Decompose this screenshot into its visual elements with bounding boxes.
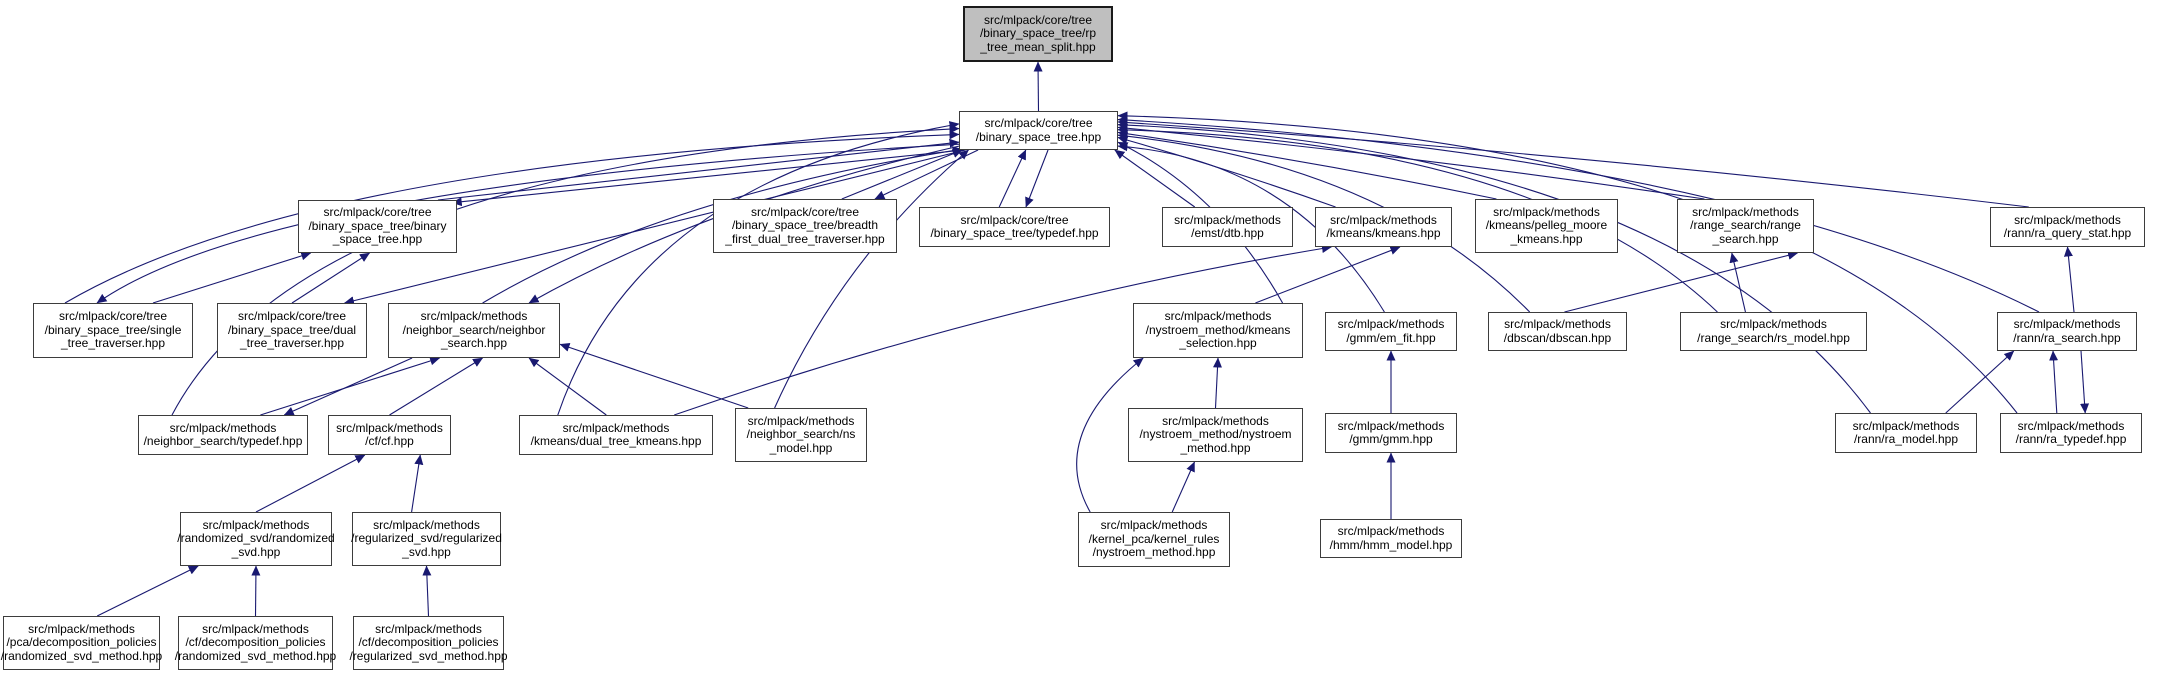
edge-regularized-svd-to-cf	[412, 455, 421, 512]
node-label-line: _tree_traverser.hpp	[239, 336, 345, 351]
node-label-line: src/mlpack/methods	[2013, 317, 2121, 331]
graph-node-ns-typedef[interactable]	[138, 415, 308, 455]
node-label-line: /kmeans/pelleg_moore	[1485, 218, 1608, 233]
node-label-line: src/mlpack/methods	[373, 517, 480, 532]
node-label-line: src/mlpack/methods	[375, 621, 482, 636]
node-label-line: _space_tree.hpp	[332, 232, 423, 247]
edge-kernel-rules-to-nystroem-method	[1172, 462, 1194, 512]
node-label-line: /emst/dtb.hpp	[1191, 226, 1264, 240]
graph-node-cf[interactable]	[328, 415, 451, 455]
node-label-line: /regularized_svd_method.hpp	[349, 648, 508, 663]
edge-binary-space-tree-to-bst-typedef	[1026, 150, 1048, 207]
graph-node-pelleg-moore[interactable]	[1475, 199, 1618, 253]
graph-node-hmm-model[interactable]	[1320, 519, 1462, 558]
node-label-line: /rann/ra_search.hpp	[2013, 330, 2121, 345]
node-label-line: src/mlpack/methods	[1720, 317, 1827, 331]
node-label-line: /gmm/em_fit.hpp	[1346, 330, 1436, 345]
node-label-line: _svd.hpp	[402, 544, 451, 559]
graph-node-regularized-svd[interactable]	[352, 512, 501, 566]
node-label-line: /hmm/hmm_model.hpp	[1329, 537, 1453, 552]
node-label-line: /kernel_pca/kernel_rules	[1088, 531, 1220, 546]
node-label-line: /kmeans/dual_tree_kmeans.hpp	[530, 434, 702, 448]
node-label-line: _svd.hpp	[231, 544, 281, 559]
graph-node-kernel-rules[interactable]	[1078, 512, 1230, 567]
graph-node-binary-space-tree[interactable]	[959, 111, 1118, 150]
node-label-line: /binary_space_tree/dual	[227, 322, 357, 337]
edge-pca-randomized-to-randomized-svd	[97, 566, 198, 616]
edge-bst-typedef-to-binary-space-tree	[999, 150, 1026, 207]
graph-node-dbscan[interactable]	[1488, 312, 1627, 351]
graph-node-bst-typedef[interactable]	[919, 207, 1110, 247]
graph-node-dual-tree[interactable]	[217, 303, 367, 358]
node-label-line: /cf/decomposition_policies	[358, 635, 499, 650]
node-label-line: src/mlpack/core/tree	[983, 12, 1093, 27]
node-label-line: /nystroem_method/nystroem	[1139, 427, 1292, 442]
node-label-line: /binary_space_tree/binary	[308, 218, 447, 233]
edge-randomized-svd-to-cf	[256, 455, 365, 512]
edge-breadth-first-to-binary-space-tree	[842, 150, 962, 199]
node-label-line: _tree_traverser.hpp	[60, 336, 166, 351]
node-label-line: src/mlpack/core/tree	[323, 205, 432, 220]
edge-dbscan-to-range-search	[1564, 253, 1797, 312]
edge-neighbor-search-to-ns-typedef	[284, 358, 412, 415]
node-label-line: src/mlpack/methods	[169, 420, 277, 435]
graph-node-neighbor-search[interactable]	[388, 303, 560, 358]
graph-node-rs-model[interactable]	[1680, 312, 1867, 351]
node-label-line: src/mlpack/methods	[202, 517, 310, 532]
graph-node-single-tree[interactable]	[33, 303, 193, 358]
node-label-line: /neighbor_search/ns	[746, 427, 856, 442]
edge-ra-typedef-to-ra-search	[2053, 351, 2057, 413]
node-label-line: _model.hpp	[769, 440, 833, 455]
node-label-line: /dbscan/dbscan.hpp	[1503, 330, 1612, 345]
node-label-line: src/mlpack/core/tree	[237, 309, 347, 324]
graph-node-pca-randomized[interactable]	[0, 616, 163, 670]
graph-node-cf-randomized[interactable]	[174, 616, 337, 670]
edge-kmeans-to-binary-space-tree	[1118, 138, 1336, 207]
edge-dual-tree-kmeans-to-neighbor-search	[529, 358, 606, 415]
edge-ra-typedef-to-binary-space-tree	[1118, 116, 2017, 413]
node-label-line: /nystroem_method/kmeans	[1145, 322, 1291, 337]
node-label-line: src/mlpack/methods	[1337, 418, 1445, 433]
edge-dtb-to-binary-space-tree	[1115, 150, 1195, 207]
node-label-line: /binary_space_tree/typedef.hpp	[930, 226, 1099, 240]
node-label-line: /randomized_svd_method.hpp	[174, 648, 337, 663]
node-label-line: src/mlpack/methods	[1504, 317, 1611, 331]
graph-node-gmm[interactable]	[1325, 413, 1457, 453]
edge-ra-search-to-ra-typedef	[2081, 351, 2085, 413]
node-label-line: /range_search/range	[1690, 218, 1801, 233]
node-label-line: src/mlpack/methods	[1337, 524, 1445, 538]
node-label-line: /randomized_svd/randomized	[177, 531, 335, 546]
node-label-line: /rann/ra_query_stat.hpp	[2003, 226, 2132, 240]
graph-node-kmeans[interactable]	[1315, 207, 1452, 247]
graph-node-dtb[interactable]	[1162, 207, 1293, 247]
graph-node-dual-tree-kmeans[interactable]	[519, 415, 713, 455]
node-label-line: src/mlpack/methods	[1100, 518, 1208, 533]
node-label-line: _selection.hpp	[1179, 336, 1257, 351]
graph-node-breadth-first[interactable]	[713, 199, 897, 253]
node-label-line: _search.hpp	[1712, 231, 1779, 246]
node-label-line: src/mlpack/methods	[1337, 317, 1445, 331]
edge-ra-model-to-binary-space-tree	[1118, 125, 1871, 413]
graph-node-nystroem-method[interactable]	[1128, 408, 1303, 462]
node-label-line: src/mlpack/methods	[28, 621, 135, 636]
graph-node-range-search[interactable]	[1677, 199, 1814, 253]
edge-ra-model-to-ra-search	[1946, 351, 2014, 413]
graph-node-cf-regularized[interactable]	[349, 616, 508, 670]
edge-ns-typedef-to-neighbor-search	[260, 358, 439, 415]
graph-node-ra-model[interactable]	[1835, 413, 1977, 453]
node-label-line: src/mlpack/methods	[1164, 309, 1272, 324]
node-label-line: /rann/ra_typedef.hpp	[2015, 432, 2127, 446]
node-label-line: src/mlpack/core/tree	[984, 116, 1093, 130]
node-label-line: src/mlpack/methods	[1162, 413, 1269, 428]
node-label-line: src/mlpack/methods	[2017, 418, 2125, 433]
node-label-line: /rann/ra_model.hpp	[1853, 432, 1959, 446]
node-label-line: src/mlpack/methods	[2014, 212, 2121, 227]
node-label-line: /cf/cf.hpp	[365, 434, 414, 448]
edge-ra-search-to-ra-query-stat	[2068, 247, 2075, 312]
graph-node-ra-typedef[interactable]	[2000, 413, 2142, 453]
edge-single-tree-to-bst-binary-space-tree	[153, 253, 311, 303]
node-label-line: /binary_space_tree/rp	[979, 26, 1097, 41]
node-label-line: /gmm/gmm.hpp	[1349, 432, 1433, 446]
node-label-line: src/mlpack/methods	[336, 420, 443, 435]
node-label-line: src/mlpack/core/tree	[960, 212, 1069, 227]
node-label-line: /pca/decomposition_policies	[6, 635, 157, 650]
node-label-line: /binary_space_tree/single	[44, 322, 182, 337]
node-label-line: /range_search/rs_model.hpp	[1697, 330, 1850, 345]
node-label-line: _method.hpp	[1180, 440, 1251, 455]
node-label-line: _first_dual_tree_traverser.hpp	[725, 231, 885, 246]
graph-node-ra-query-stat[interactable]	[1990, 207, 2145, 247]
node-label-line: src/mlpack/methods	[1852, 418, 1960, 433]
node-label-line: _kmeans.hpp	[1510, 231, 1583, 246]
node-label-line: /neighbor_search/typedef.hpp	[143, 434, 303, 448]
edge-binary-space-tree-to-rp-tree-mean-split	[1038, 62, 1039, 111]
edge-ns-model-to-neighbor-search	[560, 344, 748, 408]
node-label-line: src/mlpack/methods	[562, 420, 670, 435]
node-label-line: src/mlpack/methods	[420, 309, 528, 324]
graph-node-randomized-svd[interactable]	[177, 512, 335, 566]
node-label-line: /randomized_svd_method.hpp	[0, 648, 163, 663]
node-label-line: src/mlpack/methods	[1330, 212, 1437, 227]
node-label-line: src/mlpack/methods	[1493, 204, 1600, 219]
node-label-line: /cf/decomposition_policies	[185, 635, 326, 650]
node-label-line: /neighbor_search/neighbor	[402, 322, 546, 337]
graph-node-bst-binary-space-tree[interactable]	[298, 200, 457, 253]
edge-cf-to-neighbor-search	[390, 358, 483, 415]
node-label-line: /binary_space_tree/breadth	[731, 218, 879, 233]
node-label-line: /regularized_svd/regularized	[351, 531, 502, 546]
node-label-line: src/mlpack/methods	[1174, 212, 1281, 227]
node-label-line: _search.hpp	[440, 336, 508, 351]
graph-node-em-fit[interactable]	[1325, 312, 1457, 351]
graph-node-ra-search[interactable]	[1997, 312, 2137, 351]
edge-nystroem-method-to-kmeans-selection	[1216, 358, 1219, 408]
edge-cf-randomized-to-randomized-svd	[256, 566, 257, 616]
edge-dual-tree-to-bst-binary-space-tree	[292, 253, 370, 303]
edge-rs-model-to-range-search	[1732, 253, 1746, 312]
node-label-line: /binary_space_tree.hpp	[975, 129, 1102, 144]
node-label-line: src/mlpack/core/tree	[750, 204, 860, 219]
edge-kmeans-selection-to-kmeans	[1255, 247, 1400, 303]
node-label-line: /nystroem_method.hpp	[1092, 545, 1216, 560]
edge-binary-space-tree-to-bst-binary-space-tree	[452, 150, 964, 203]
graph-node-rp-tree-mean-split	[963, 6, 1113, 62]
graph-node-kmeans-selection[interactable]	[1133, 303, 1303, 358]
node-label-line: src/mlpack/methods	[202, 621, 309, 636]
node-label-line: src/mlpack/core/tree	[58, 309, 168, 324]
node-label-line: src/mlpack/methods	[1692, 204, 1799, 219]
edge-ns-model-to-binary-space-tree	[775, 150, 969, 408]
node-label-line: _tree_mean_split.hpp	[980, 39, 1096, 54]
graph-node-ns-model[interactable]	[735, 408, 867, 462]
node-label-line: src/mlpack/methods	[747, 413, 855, 428]
node-label-line: /kmeans/kmeans.hpp	[1326, 226, 1441, 240]
edge-cf-regularized-to-regularized-svd	[427, 566, 429, 616]
